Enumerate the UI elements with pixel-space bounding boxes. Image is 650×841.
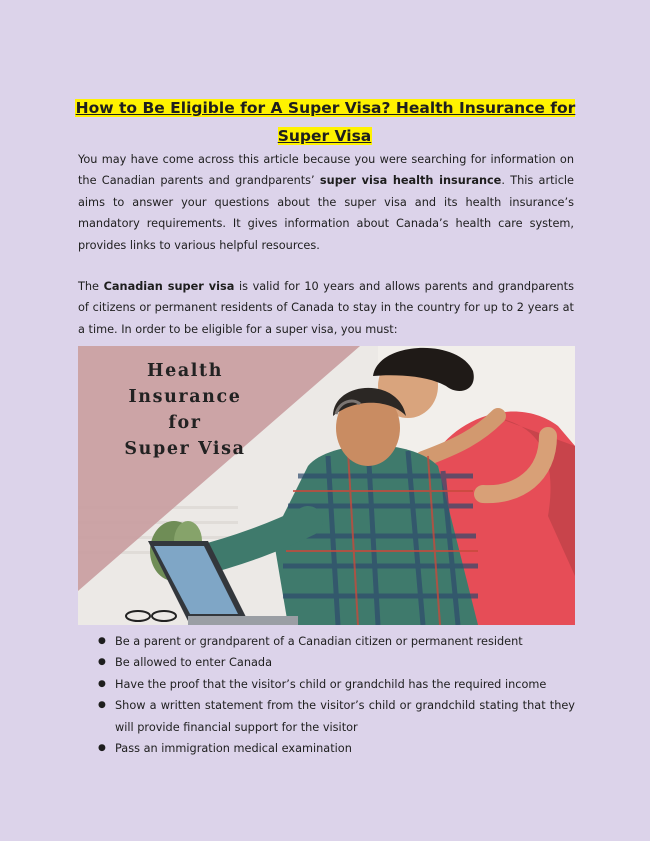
intro-bold-term: super visa health insurance: [319, 174, 502, 188]
hero-title-line: for: [168, 413, 202, 433]
hero-title: [90, 358, 280, 462]
super-visa-paragraph: [78, 276, 574, 340]
list-item: [78, 652, 575, 673]
bullet-icon: ●: [98, 657, 106, 668]
list-item-text: Show a written statement from the visitor’s child or grandchild stating that they will provide financial support for the visitor: [115, 699, 575, 734]
requirements-list: [78, 631, 575, 759]
list-item: [78, 631, 575, 652]
list-item-text: Be a parent or grandparent of a Canadian citizen or permanent resident: [115, 635, 523, 648]
intro-paragraph: [78, 149, 574, 256]
list-item: [78, 738, 575, 759]
bullet-icon: ●: [98, 678, 106, 689]
list-item-text: Be allowed to enter Canada: [115, 656, 272, 670]
hero-title-line: Super Visa: [124, 439, 246, 459]
document-title: [60, 94, 590, 150]
bullet-icon: ●: [98, 636, 106, 646]
intro-text-2: . This article aims to answer your questions about the super visa and its health insurance’s mandatory requirements. It gives information about Canada’s health care system, provides links to various helpful resources.: [78, 174, 574, 252]
bullet-icon: ●: [98, 743, 106, 754]
hero-image: [78, 346, 575, 625]
list-item: [78, 674, 575, 695]
visa-text-2: is valid for 10 years and allows parents and grandparents of citizens or permanent residents of Canada to stay in the country for up to 2 years at a time. In order to be eligible for a super visa, you must:: [78, 280, 574, 336]
list-item-text: Pass an immigration medical examination: [115, 742, 352, 756]
visa-text-1: The: [78, 280, 104, 293]
intro-text-1: You may have come across this article because you were searching for information on the Canadian parents and grandparents’: [78, 153, 574, 188]
list-item: [78, 695, 575, 738]
title-text: How to Be Eligible for A Super Visa? Health Insurance for Super Visa: [75, 99, 576, 145]
bullet-icon: ●: [98, 700, 106, 711]
list-item-text: Have the proof that the visitor’s child or grandchild has the required income: [115, 677, 547, 691]
hero-title-line: Health Insurance: [128, 361, 242, 407]
visa-bold-term: Canadian super visa: [103, 280, 235, 293]
